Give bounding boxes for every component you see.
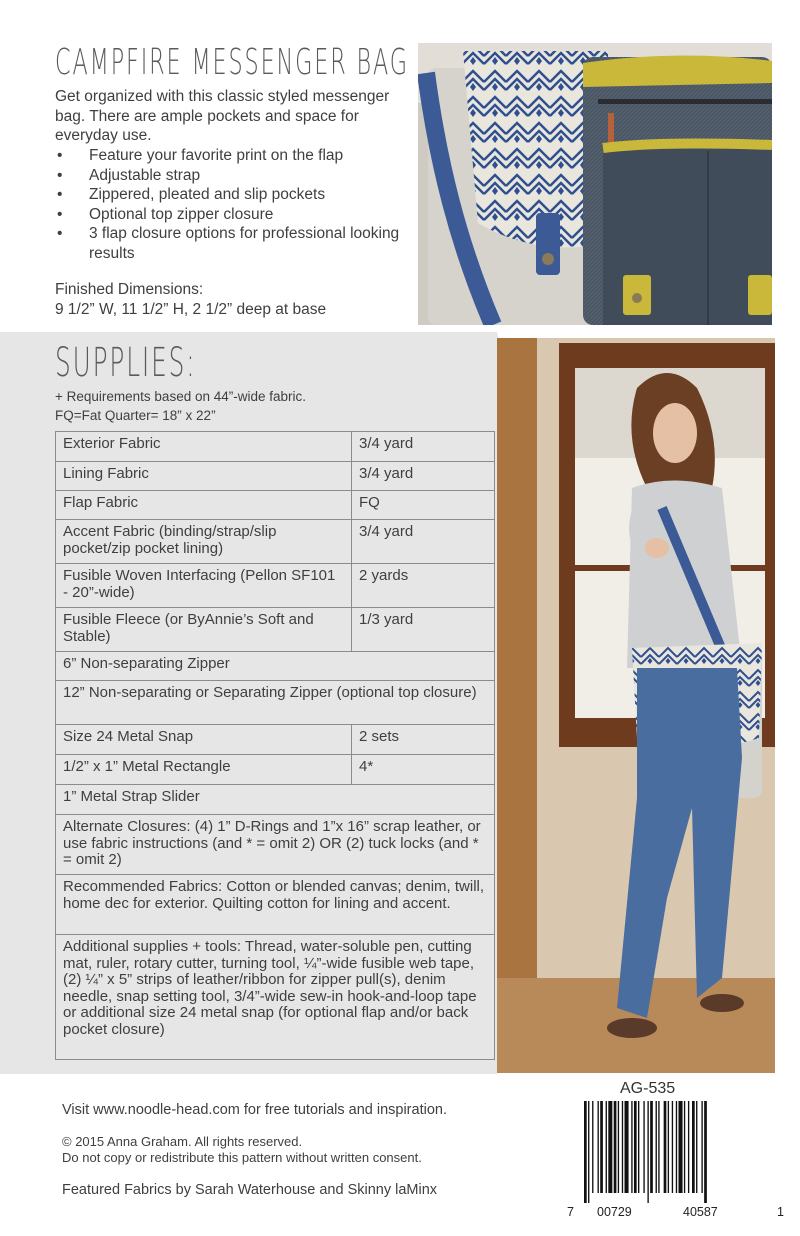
supply-amount: 3/4 yard bbox=[352, 462, 495, 491]
table-row bbox=[56, 652, 495, 681]
supplies-title: SUPPLIES: bbox=[55, 340, 197, 386]
supply-amount: 3/4 yard bbox=[352, 520, 495, 564]
supply-amount: 1/3 yard bbox=[352, 608, 495, 652]
feature-item: • Feature your favorite print on the flap bbox=[55, 146, 400, 166]
barcode-digit-lead: 7 bbox=[567, 1205, 574, 1219]
barcode-bar bbox=[638, 1101, 639, 1193]
barcode-bar bbox=[600, 1101, 603, 1193]
barcode-bar bbox=[672, 1101, 673, 1193]
barcode-bar bbox=[622, 1101, 623, 1193]
supply-item: Recommended Fabrics: Cotton or blended canvas; denim, twill, home dec for exterior. Quilting cotton for lining and accent. bbox=[56, 875, 495, 935]
supply-item: 6” Non-separating Zipper bbox=[56, 652, 495, 681]
pattern-sku: AG-535 bbox=[620, 1080, 676, 1097]
supply-amount: FQ bbox=[352, 491, 495, 520]
barcode-digits-right: 40587 bbox=[683, 1205, 718, 1219]
supply-item: 12” Non-separating or Separating Zipper (optional top closure) bbox=[56, 681, 495, 725]
barcode-bar bbox=[618, 1101, 619, 1193]
feature-list bbox=[55, 146, 400, 263]
feature-item: • 3 flap closure options for professional looking results bbox=[55, 224, 400, 263]
barcode-bar bbox=[684, 1101, 685, 1193]
supplies-table bbox=[55, 431, 495, 1060]
barcode-digit-check: 1 bbox=[777, 1205, 784, 1219]
bags-photo bbox=[418, 43, 772, 325]
table-row bbox=[56, 875, 495, 935]
table-row bbox=[56, 725, 495, 755]
feature-item: • Zippered, pleated and slip pockets bbox=[55, 185, 400, 205]
feature-item: • Adjustable strap bbox=[55, 166, 400, 186]
supply-item: 1” Metal Strap Slider bbox=[56, 785, 495, 815]
website-link-text: Visit www.noodle-head.com for free tutorials and inspiration. bbox=[62, 1102, 447, 1118]
barcode-bar bbox=[608, 1101, 612, 1193]
supply-item: Exterior Fabric bbox=[56, 432, 352, 462]
supply-amount: 2 yards bbox=[352, 564, 495, 608]
barcode-bar bbox=[592, 1101, 593, 1193]
featured-fabrics-text: Featured Fabrics by Sarah Waterhouse and Skinny laMinx bbox=[62, 1182, 438, 1198]
supply-amount: 4* bbox=[352, 755, 495, 785]
table-row bbox=[56, 935, 495, 1060]
barcode-bar bbox=[625, 1101, 629, 1193]
copy-notice: Do not copy or redistribute this pattern without written consent. bbox=[62, 1150, 422, 1165]
barcode-bar bbox=[588, 1101, 589, 1203]
supply-item: 1/2” x 1” Metal Rectangle bbox=[56, 755, 352, 785]
table-row bbox=[56, 462, 495, 491]
barcode-bar bbox=[704, 1101, 707, 1203]
supply-amount: 3/4 yard bbox=[352, 432, 495, 462]
dimensions-label: Finished Dimensions: bbox=[55, 281, 204, 298]
barcode-bar bbox=[692, 1101, 695, 1193]
table-row bbox=[56, 785, 495, 815]
supply-item: Additional supplies + tools: Thread, water-soluble pen, cutting mat, ruler, rotary cutter, turning tool, ¼”-wide fusible web tape, (2) ¼” x 5” strips of leather/ribbon for zipper pull(s), denim needle, snap setting tool, 3/4”-wide sew-in hook-and-loop tape or additional size 24 metal snap (for optional flap and/or back pocket closure) bbox=[56, 935, 495, 1060]
barcode-bar bbox=[696, 1101, 697, 1193]
copyright-text: © 2015 Anna Graham. All rights reserved. bbox=[62, 1134, 303, 1149]
fabric-width-note: + Requirements based on 44”-wide fabric. bbox=[55, 389, 307, 404]
barcode-bar bbox=[656, 1101, 657, 1193]
barcode-bar bbox=[643, 1101, 644, 1193]
barcode-bar bbox=[658, 1101, 659, 1193]
table-row bbox=[56, 432, 495, 462]
table-row bbox=[56, 491, 495, 520]
table-row bbox=[56, 681, 495, 725]
supply-item: Fusible Fleece (or ByAnnie’s Soft and Stable) bbox=[56, 608, 352, 652]
barcode-bar bbox=[584, 1101, 587, 1203]
supply-item: Accent Fabric (binding/strap/slip pocket/zip pocket lining) bbox=[56, 520, 352, 564]
pattern-title: CAMPFIRE MESSENGER BAG bbox=[55, 42, 409, 83]
model-photo bbox=[497, 338, 775, 1073]
supply-amount: 2 sets bbox=[352, 725, 495, 755]
barcode-bar bbox=[688, 1101, 689, 1193]
supply-item: Alternate Closures: (4) 1” D-Rings and 1”x 16” scrap leather, or use fabric instructions (and * = omit 2) OR (2) tuck locks (and * = omit 2) bbox=[56, 815, 495, 875]
table-row bbox=[56, 755, 495, 785]
supply-item: Flap Fabric bbox=[56, 491, 352, 520]
barcode-bar bbox=[664, 1101, 667, 1193]
barcode-bar bbox=[614, 1101, 617, 1193]
table-row bbox=[56, 815, 495, 875]
barcode-bar bbox=[676, 1101, 677, 1193]
barcode-bar bbox=[634, 1101, 637, 1193]
barcode-bar bbox=[598, 1101, 599, 1193]
supply-item: Size 24 Metal Snap bbox=[56, 725, 352, 755]
barcode bbox=[582, 1101, 772, 1203]
barcode-bar bbox=[701, 1101, 702, 1193]
fat-quarter-note: FQ=Fat Quarter= 18” x 22” bbox=[55, 408, 216, 423]
table-row bbox=[56, 608, 495, 652]
intro-text: Get organized with this classic styled messenger bag. There are ample pockets and space for everyday use. bbox=[55, 88, 390, 144]
dimensions-value: 9 1/2” W, 11 1/2” H, 2 1/2” deep at base bbox=[55, 301, 327, 318]
barcode-bar bbox=[668, 1101, 669, 1193]
supply-item: Fusible Woven Interfacing (Pellon SF101 - 20”-wide) bbox=[56, 564, 352, 608]
barcode-bar bbox=[679, 1101, 683, 1193]
barcode-bar bbox=[606, 1101, 607, 1193]
feature-item: • Optional top zipper closure bbox=[55, 205, 400, 225]
barcode-bar bbox=[647, 1101, 648, 1203]
barcode-bar bbox=[650, 1101, 653, 1193]
barcode-bar bbox=[631, 1101, 632, 1193]
table-row bbox=[56, 520, 495, 564]
table-row bbox=[56, 564, 495, 608]
supply-item: Lining Fabric bbox=[56, 462, 352, 491]
barcode-digits-left: 00729 bbox=[597, 1205, 632, 1219]
